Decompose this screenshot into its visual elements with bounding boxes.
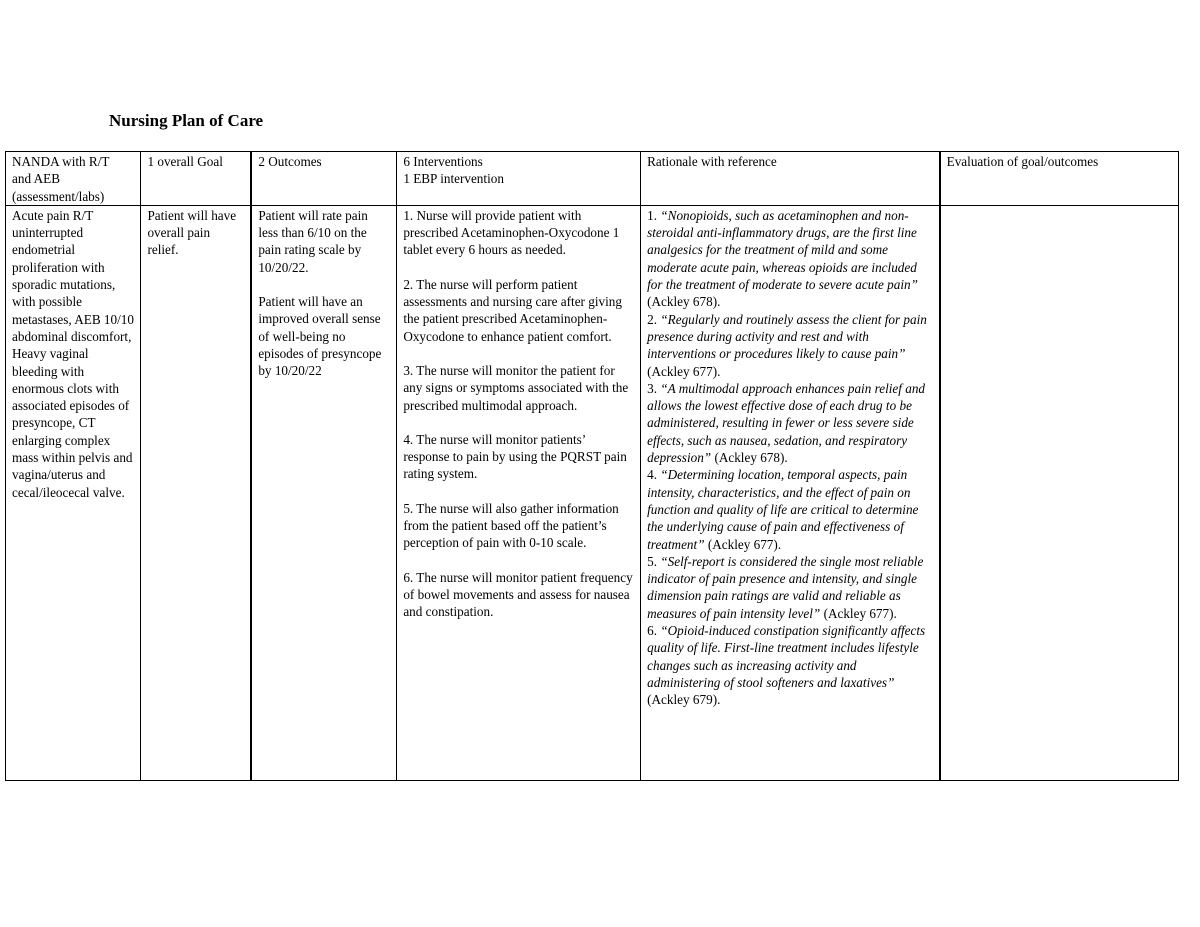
rationale-6-ref: (Ackley 679). (647, 692, 721, 708)
rationale-1 (647, 207, 933, 311)
intervention-1: 1. Nurse will provide patient with prescribed Acetaminophen-Oxycodone 1 tablet every 6 hours as needed. (403, 207, 620, 258)
cell-nanda: Acute pain R/T uninterrupted endometrial proliferation with sporadic mutations, with possible metastases, AEB 10/10 abdominal discomfort, Heavy vaginal bleeding with enormous clots with associated episodes of presyncope, CT enlarging complex mass within pelvis and vagina/uterus and cecal/ileocecal valve. (6, 205, 141, 780)
header-interventions (397, 152, 641, 206)
table-header-row (6, 152, 1179, 206)
header-evaluation: Evaluation of goal/outcomes (940, 152, 1179, 206)
cell-rationale (641, 205, 940, 780)
rationale-5-num: 5. (647, 553, 661, 569)
rationale-5-quote: “Self-report is considered the single most reliable indicator of pain presence and intensity, and single dimension pain ratings are valid and reliable as measures of pain intensity level” (647, 553, 924, 621)
rationale-4-ref: (Ackley 677). (704, 536, 782, 552)
rationale-1-quote: “Nonopioids, such as acetaminophen and non-steroidal anti-inflammatory drugs, are the first line analgesics for the treatment of mild and some moderate acute pain, whereas opioids are included for the treatment of moderate to severe acute pain” (647, 207, 918, 293)
rationale-3-ref: (Ackley 678). (711, 450, 788, 466)
header-goal: 1 overall Goal (141, 152, 251, 206)
intervention-5: 5. The nurse will also gather information from the patient based off the patient’s perception of pain with 0-10 scale. (403, 500, 619, 551)
cell-evaluation (940, 205, 1179, 780)
rationale-4 (647, 466, 933, 552)
header-interventions-line2: 1 EBP intervention (403, 171, 504, 187)
rationale-3 (647, 380, 933, 466)
cell-outcomes (251, 205, 396, 780)
intervention-6: 6. The nurse will monitor patient frequency of bowel movements and assess for nausea and constipation. (403, 569, 633, 620)
intervention-2: 2. The nurse will perform patient assessments and nursing care after giving the patient prescribed Acetaminophen-Oxycodone to enhance patient comfort. (403, 276, 622, 344)
intervention-4: 4. The nurse will monitor patients’ response to pain by using the PQRST pain rating system. (403, 431, 627, 482)
rationale-6-quote: “Opioid-induced constipation significantly affects quality of life. First-line treatment includes lifestyle changes such as increasing activity and administering of stool softeners and laxatives” (647, 623, 926, 690)
header-rationale: Rationale with reference (641, 152, 940, 206)
rationale-3-num: 3. (647, 380, 661, 396)
rationale-2-num: 2. (647, 311, 661, 327)
page-title: Nursing Plan of Care (109, 111, 264, 130)
rationale-2-quote: “Regularly and routinely assess the client for pain presence during activity and rest and with interventions or procedures likely to cause pain” (647, 311, 927, 362)
rationale-4-num: 4. (647, 467, 661, 483)
intervention-3: 3. The nurse will monitor the patient for any signs or symptoms associated with the prescribed multimodal approach. (403, 362, 629, 413)
table-row (6, 205, 1179, 780)
rationale-2-ref: (Ackley 677). (647, 363, 721, 379)
outcome-2: Patient will have an improved overall sense of well-being no episodes of presyncope by 10/20/22 (258, 294, 382, 379)
rationale-5 (647, 553, 933, 622)
rationale-6 (647, 622, 933, 708)
rationale-6-num: 6. (647, 623, 661, 639)
care-plan-table (5, 151, 1179, 781)
rationale-4-quote: “Determining location, temporal aspects, pain intensity, characteristics, and the effect of pain on function and quality of life are critical to determine the underlying cause of pain and effectiveness of treatment” (647, 467, 919, 552)
header-nanda-line3: (assessment/labs) (12, 188, 105, 204)
header-interventions-line1: 6 Interventions (403, 154, 483, 169)
header-nanda (6, 152, 141, 206)
header-nanda-line1: NANDA with R/T (12, 154, 110, 169)
rationale-1-ref: (Ackley 678). (647, 294, 721, 310)
cell-interventions (397, 205, 641, 780)
header-nanda-line2: and AEB (12, 171, 60, 187)
header-outcomes: 2 Outcomes (251, 152, 396, 206)
cell-goal: Patient will have overall pain relief. (141, 205, 251, 780)
rationale-3-quote: “A multimodal approach enhances pain relief and allows the lowest effective dose of each drug to be administered, resulting in fewer or less severe side effects, such as nausea, sedation, and respiratory depression” (647, 380, 926, 466)
rationale-2 (647, 311, 933, 380)
rationale-5-ref: (Ackley 677). (820, 605, 897, 621)
outcome-1: Patient will rate pain less than 6/10 on the pain rating scale by 10/20/22. (258, 207, 368, 275)
rationale-1-num: 1. (647, 207, 661, 223)
